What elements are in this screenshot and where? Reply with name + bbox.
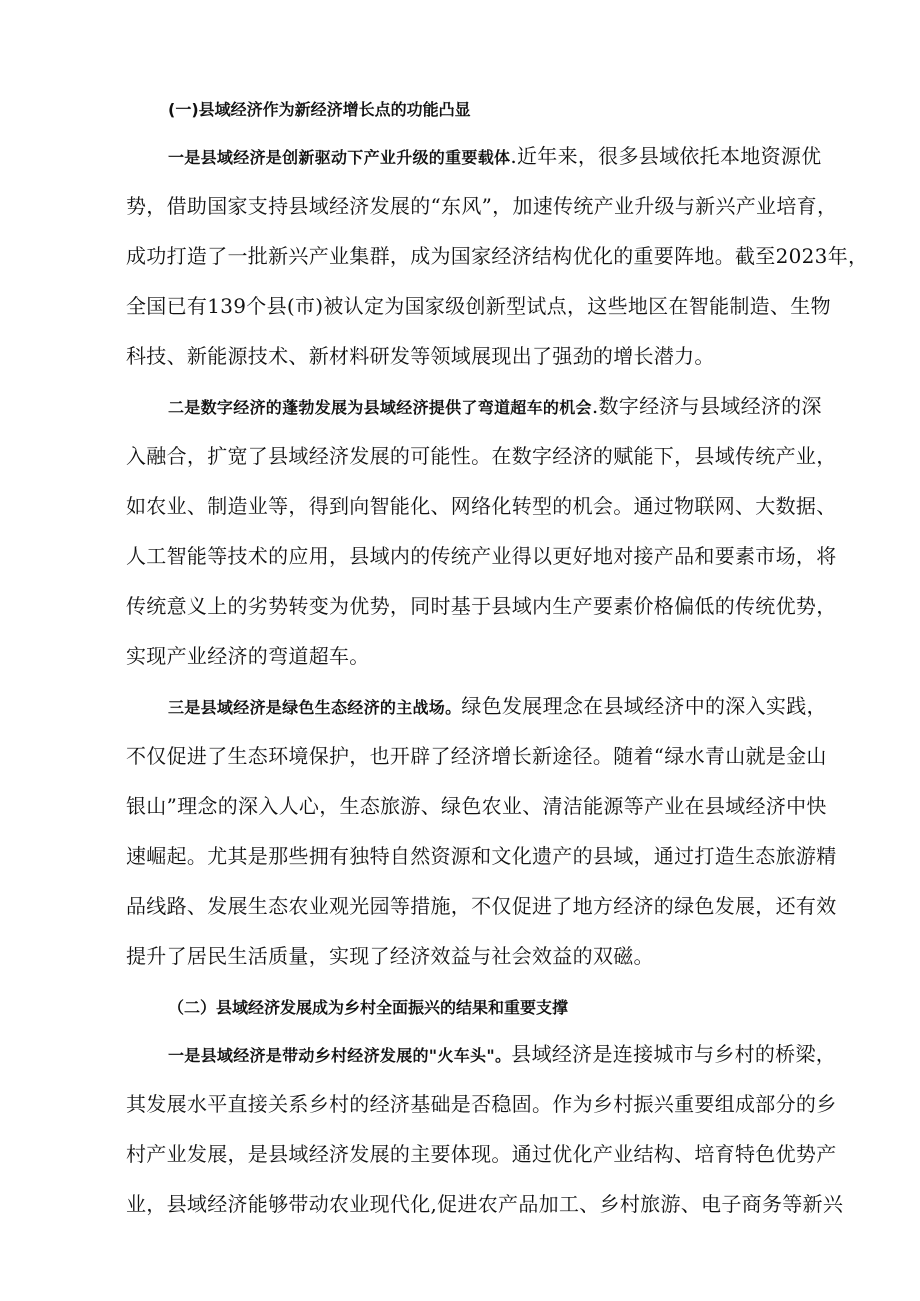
paragraph-line: 科技、新能源技术、新材料研发等领域展现出了强劲的增长潜力。	[126, 344, 715, 368]
paragraph-lead: 二是数字经济的蓬勃发展为县域经济提供了弯道超车的机会	[168, 398, 592, 417]
paragraph-line: 银山”理念的深入人心，生态旅游、绿色农业、清洁能源等产业在县域经济中快	[126, 794, 827, 818]
paragraph-line: 不仅促进了生态环境保护，也开辟了经济增长新途径。随着“绿水青山就是金山	[126, 744, 827, 768]
paragraph-line: 传统意义上的劣势转变为优势，同时基于县域内生产要素价格偏低的传统优势，	[126, 594, 837, 618]
paragraph-line: 业，县域经济能够带动农业现代化,促进农产品加工、乡村旅游、电子商务等新兴	[126, 1192, 844, 1216]
paragraph-line: 三是县域经济是绿色生态经济的主战场。绿色发展理念在县域经济中的深入实践，	[168, 694, 827, 718]
paragraph-line: 村产业发展，是县域经济发展的主要体现。通过优化产业结构、培育特色优势产	[126, 1142, 837, 1166]
paragraph-lead: 一是县域经济是创新驱动下产业升级的重要载体	[168, 148, 511, 167]
paragraph-line: 入融合，扩宽了县域经济发展的可能性。在数字经济的赋能下，县域传统产业，	[126, 444, 837, 468]
paragraph-line: 一是县域经济是带动乡村经济发展的"火车头"。县域经济是连接城市与乡村的桥梁，	[168, 1042, 837, 1066]
paragraph-lead: 三是县域经济是绿色生态经济的主战场。	[168, 698, 462, 717]
paragraph-line: 成功打造了一批新兴产业集群，成为国家经济结构优化的重要阵地。截至2023年，	[126, 244, 869, 268]
paragraph-line: 速崛起。尤其是那些拥有独特自然资源和文化遗产的县域，通过打造生态旅游精	[126, 844, 837, 868]
section-heading-2: （二）县域经济发展成为乡村全面振兴的结果和重要支撑	[168, 998, 569, 1017]
paragraph-line: 实现产业经济的弯道超车。	[126, 644, 370, 668]
paragraph-line: 如农业、制造业等，得到向智能化、网络化转型的机会。通过物联网、大数据、	[126, 494, 837, 518]
paragraph-line: 势，借助国家支持县域经济发展的“东风”，加速传统产业升级与新兴产业培育，	[126, 194, 838, 218]
paragraph-line: 品线路、发展生态农业观光园等措施，不仅促进了地方经济的绿色发展，还有效	[126, 894, 837, 918]
paragraph-lead: 一是县域经济是带动乡村经济发展的"火车头"。	[168, 1046, 512, 1065]
paragraph-line: 其发展水平直接关系乡村的经济基础是否稳固。作为乡村振兴重要组成部分的乡	[126, 1092, 837, 1116]
section-heading-1: (一)县域经济作为新经济增长点的功能凸显	[168, 100, 471, 119]
paragraph-line: 人工智能等技术的应用，县域内的传统产业得以更好地对接产品和要素市场，将	[126, 544, 837, 568]
paragraph-line: 一是县域经济是创新驱动下产业升级的重要载体.近年来，很多县域依托本地资源优	[168, 144, 822, 168]
paragraph-line: 提升了居民生活质量，实现了经济效益与社会效益的双磁。	[126, 944, 654, 968]
paragraph-line: 二是数字经济的蓬勃发展为县域经济提供了弯道超车的机会.数字经济与县域经济的深	[168, 394, 822, 418]
paragraph-line: 全国已有139个县(市)被认定为国家级创新型试点，这些地区在智能制造、生物	[126, 294, 831, 318]
